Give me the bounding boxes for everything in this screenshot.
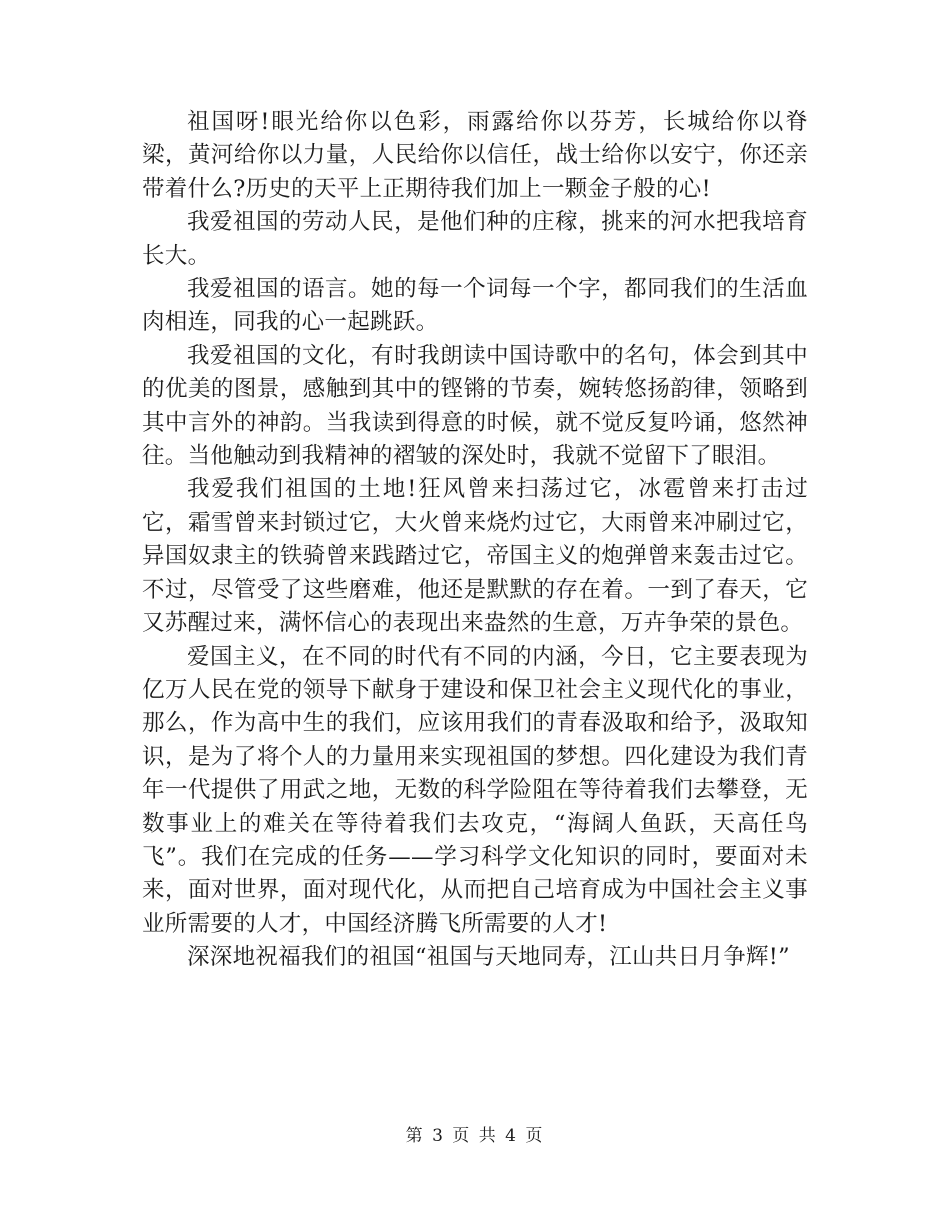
document-body — [142, 106, 808, 975]
paragraph: 我爱祖国的劳动人民，是他们种的庄稼，挑来的河水把我培育长大。 — [142, 209, 808, 269]
paragraph: 爱国主义，在不同的时代有不同的内涵，今日，它主要表现为亿万人民在党的领导下献身于建设和保卫社会主义现代化的事业，那么，作为高中生的我们，应该用我们的青春汲取和给予，汲取知识，是为了将个人的力量用来实现祖国的梦想。四化建设为我们青年一代提供了用武之地，无数的科学险阻在等待着我们去攀登，无数事业上的难关在等待着我们去攻克，“海阔人鱼跃，天高任鸟飞”。我们在完成的任务——学习科学文化知识的同时，要面对未来，面对世界，面对现代化，从而把自己培育成为中国社会主义事业所需要的人才，中国经济腾飞所需要的人才! — [142, 643, 808, 937]
paragraph: 我爱祖国的文化，有时我朗读中国诗歌中的名句，体会到其中的优美的图景，感触到其中的铿锵的节奏，婉转悠扬韵律，领略到其中言外的神韵。当我读到得意的时候，就不觉反复吟诵，悠然神往。当他触动到我精神的褶皱的深处时，我就不觉留下了眼泪。 — [142, 342, 808, 470]
page-number-footer: 第 3 页 共 4 页 — [405, 1126, 545, 1146]
paragraph: 祖国呀!眼光给你以色彩，雨露给你以芬芳，长城给你以脊梁，黄河给你以力量，人民给你以信任，战士给你以安宁，你还亲带着什么?历史的天平上正期待我们加上一颗金子般的心! — [142, 109, 808, 202]
paragraph: 我爱祖国的语言。她的每一个词每一个字，都同我们的生活血肉相连，同我的心一起跳跃。 — [142, 276, 808, 336]
paragraph: 我爱我们祖国的土地!狂风曾来扫荡过它，冰雹曾来打击过它，霜雪曾来封锁过它，大火曾来烧灼过它，大雨曾来冲刷过它，异国奴隶主的铁骑曾来践踏过它，帝国主义的炮弹曾来轰击过它。不过，尽管受了这些磨难，他还是默默的存在着。一到了春天，它又苏醒过来，满怀信心的表现出来盎然的生意，万卉争荣的景色。 — [142, 476, 808, 637]
paragraph: 深深地祝福我们的祖国“祖国与天地同寿，江山共日月争辉!” — [187, 944, 790, 971]
